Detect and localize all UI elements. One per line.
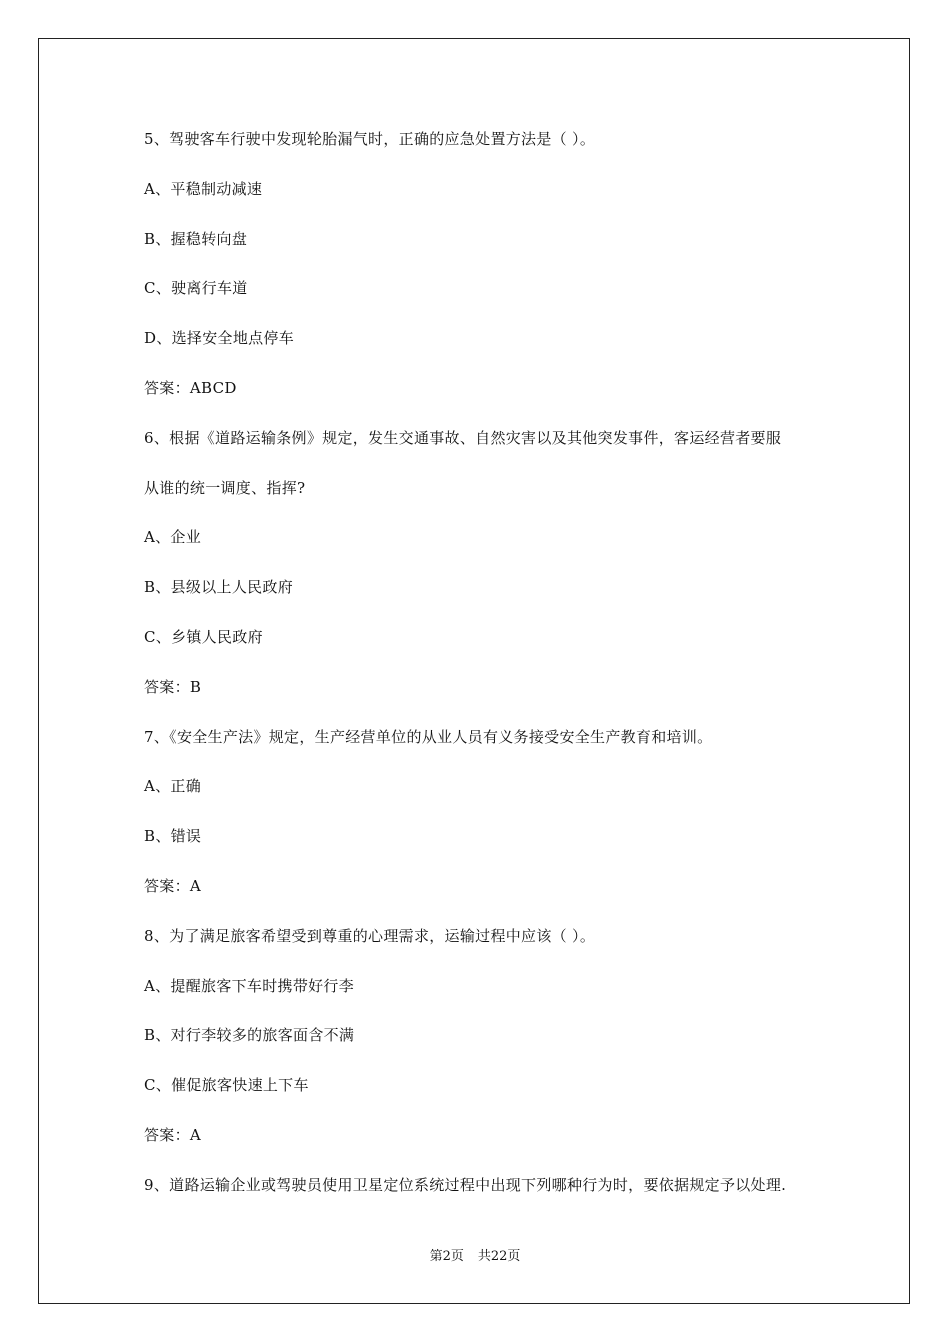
option-a: A、企业 bbox=[144, 528, 202, 547]
option-b: B、握稳转向盘 bbox=[144, 229, 248, 248]
page-number: 第2页 bbox=[429, 1249, 464, 1264]
question-stem: 5、驾驶客车行驶中发现轮胎漏气时，正确的应急处置方法是（ ）。 bbox=[144, 130, 596, 148]
answer: 答案：A bbox=[144, 1125, 202, 1144]
option-d: D、选择安全地点停车 bbox=[144, 329, 295, 348]
option-a: A、平稳制动减速 bbox=[144, 179, 263, 198]
question-8 bbox=[144, 921, 824, 1170]
option-c: C、乡镇人民政府 bbox=[144, 627, 263, 646]
question-stem: 6、根据《道路运输条例》规定，发生交通事故、自然灾害以及其他突发事件，客运经营者要服 bbox=[144, 428, 782, 447]
answer: 答案：ABCD bbox=[144, 378, 237, 397]
option-b: B、县级以上人民政府 bbox=[144, 578, 294, 597]
option-c: C、驶离行车道 bbox=[144, 279, 248, 298]
answer: 答案：B bbox=[144, 677, 202, 696]
option-a: A、正确 bbox=[144, 777, 202, 796]
question-5 bbox=[144, 124, 824, 423]
question-stem: 8、为了满足旅客希望受到尊重的心理需求，运输过程中应该（ ）。 bbox=[144, 926, 596, 945]
option-b: B、错误 bbox=[144, 827, 202, 846]
page-total: 共22页 bbox=[477, 1249, 521, 1264]
question-stem: 9、道路运输企业或驾驶员使用卫星定位系统过程中出现下列哪种行为时，要依据规定予以处理. bbox=[144, 1175, 787, 1194]
option-c: C、催促旅客快速上下车 bbox=[144, 1076, 309, 1095]
page-content bbox=[144, 124, 824, 1220]
answer: 答案：A bbox=[144, 876, 202, 895]
option-a: A、提醒旅客下车时携带好行李 bbox=[144, 976, 355, 995]
question-stem-continued: 从谁的统一调度、指挥? bbox=[144, 478, 306, 497]
question-9 bbox=[144, 1170, 824, 1220]
question-stem: 7、《安全生产法》规定，生产经营单位的从业人员有义务接受安全生产教育和培训。 bbox=[144, 727, 713, 746]
page-footer bbox=[0, 1248, 950, 1266]
option-b: B、对行李较多的旅客面含不满 bbox=[144, 1026, 355, 1045]
question-7 bbox=[144, 722, 824, 921]
question-6 bbox=[144, 423, 824, 722]
